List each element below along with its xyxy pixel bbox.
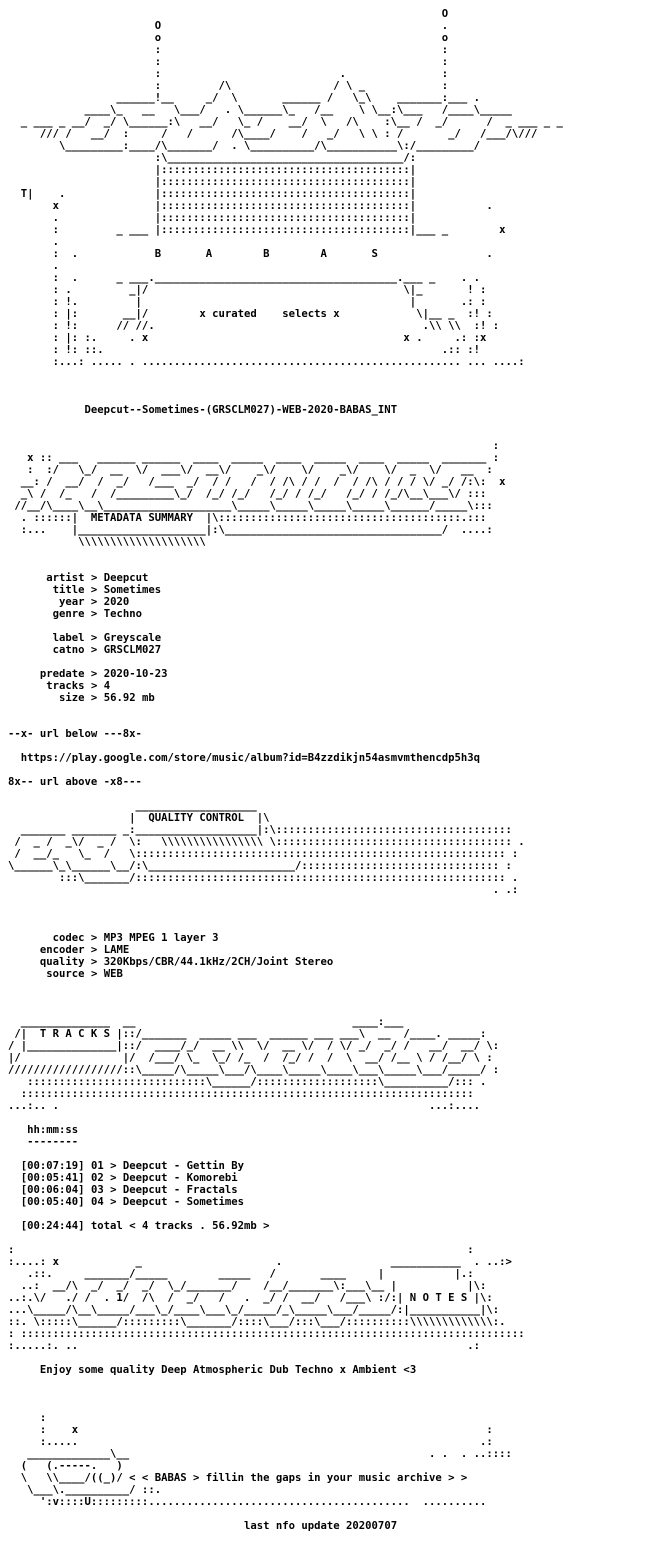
metadata-row-size: size > 56.92 mb <box>59 692 155 704</box>
metadata-row-predate: predate > 2020-10-23 <box>39 668 168 680</box>
metadata-value-artist: Deepcut <box>103 572 149 584</box>
store-url[interactable]: https://play.google.com/store/music/album?id=B4zzdikjn54asmvmthencdp5h3q <box>20 752 480 764</box>
track-time: [00:07:19] <box>20 1160 85 1172</box>
quality-row-encoder: encoder > LAME <box>39 944 130 956</box>
metadata-key: catno <box>52 644 85 656</box>
metadata-value-genre: Techno <box>103 608 142 620</box>
release-name-text: Deepcut--Sometimes-(GRSCLM027)-WEB-2020-BABAS_INT <box>84 404 398 416</box>
metadata-row-genre: genre > Techno <box>52 608 142 620</box>
quality-value-quality: 320Kbps/CBR/44.1kHz/2CH/Joint Stereo <box>103 956 334 968</box>
track-artist: Deepcut <box>122 1172 168 1184</box>
url-line <box>8 752 640 764</box>
quality-ascii-art: ___________________ | QUALITY CONTROL |\ _______ _______ _:___________________|:\::::::::::::::::::::::::::::::::::::: / _ / _\/ _ / \: \\\\\\\\\\\\\\\\ \::::::::::::::::::::::::::::::::::::: . / __/_ \_ / \:::::::::::::::::::::::::::::::::::::::::::::::::::::::::: : \______\_\______\__/:\_______________________/::::::::::::::::::::::::::::::: : :::\_______/:::::::::::::::::::::::::::::::::::::::::::::::::::::::::: . . .: <box>8 800 525 896</box>
url-above-marker <box>8 776 640 788</box>
footer-ascii-art: : : x : :..... .: _____________\__ . . . ..:::: ( (.-----. ) \ \\____/((_)/ < < BABAS > fillin the gaps in your music archive > > \___\.__________/ ::. ':v::::U:::::::::......................................... .......... <box>20 1412 512 1508</box>
track-row: [00:05:40] 04 > Deepcut - Sometimes <box>20 1196 245 1208</box>
track-number: 03 <box>90 1184 104 1196</box>
release-name <box>8 404 640 416</box>
metadata-key: predate <box>39 668 85 680</box>
metadata-row-tracks: tracks > 4 <box>46 680 111 692</box>
metadata-value-title: Sometimes <box>103 584 162 596</box>
track-artist: Deepcut <box>122 1184 168 1196</box>
quality-key: quality <box>39 956 85 968</box>
track-number: 02 <box>90 1172 104 1184</box>
track-row: [00:06:04] 03 > Deepcut - Fractals <box>20 1184 238 1196</box>
metadata-row-label: label > Greyscale <box>52 632 162 644</box>
header-ascii-art: O O . o o : : : : : . : : /\ / \ _ : ______!__ _/ \ ______ / \_\ _______:___ . ____\_ __ \___/ . \______\_ /__ \ \__:\___ /____\_____ _ ___ _ __/ _/ \______:\ __/ \_ / __/ \ /\ :\__ / _/ / _ ___ _ _ /// / __/ : / / /\____/ / _/ \ \ : / _/ /___/\/// \_________:____/\_______/ . \__________/\___________\:/_________/ :\_____________________________________/: |:::::::::::::::::::::::::::::::::::::::| |:::::::::::::::::::::::::::::::::::::::| T| . |:::::::::::::::::::::::::::::::::::::::| x |:::::::::::::::::::::::::::::::::::::::| . . |:::::::::::::::::::::::::::::::::::::::| : _ ___ |:::::::::::::::::::::::::::::::::::::::|___ _ x . : . B A B A S . . : . _ ___.______________________________________.___ _ . . : . _|/ \|_ ! : : !. | | .: : : |: __|/ x curated selects x \|__ _ :! : : !: // //. .\\ \\ :! : : |: :. . x x . .: :x : !: ::. .:: :! :...: ..... . .................................................. ... ....: <box>20 8 563 368</box>
metadata-row-year: year > 2020 <box>59 596 130 608</box>
metadata-value-catno: GRSCLM027 <box>103 644 162 656</box>
quality-row-codec: codec > MP3 MPEG 1 layer 3 <box>52 932 219 944</box>
metadata-value-predate: 2020-10-23 <box>103 668 168 680</box>
notes-text-line <box>8 1364 640 1376</box>
metadata-ascii-art: : x :: ___ ______ ______ ____ _____ ____ _____ ____ _____ _______ : : :/ \_/ __ \/ ___\/ __\/ _\/ \/ _\/ \/ _ \/ __ : __: / __/ / _/ /___ _/ / / / / /\ / / / / /\ / / / \/ _/ /:\: x _\ / /_ / /_________\_/ /_/ /_/ /_/ / /_/ /_/ / /_/\__\___\/ ::: //__/\____\__\____________________\_____\_____\_____\_____\______/_____\::: . ::::::| METADATA SUMMARY |\::::::::::::::::::::::::::::::::::::::.::: :... |____________________|:\__________________________________/ ....: \\\\\\\\\\\\\\\\\\\\ <box>14 440 506 548</box>
last-update-line <box>8 1520 640 1532</box>
track-row: [00:05:41] 02 > Deepcut - Komorebi <box>20 1172 238 1184</box>
metadata-row-catno: catno > GRSCLM027 <box>52 644 162 656</box>
metadata-key: label <box>52 632 85 644</box>
track-artist: Deepcut <box>122 1196 168 1208</box>
metadata-key: tracks <box>46 680 85 692</box>
tracks-total-text: [00:24:44] total < 4 tracks . 56.92mb > <box>20 1220 270 1232</box>
track-title: Gettin By <box>186 1160 245 1172</box>
metadata-key: artist <box>46 572 85 584</box>
quality-key: encoder <box>39 944 85 956</box>
tracks-total <box>8 1220 640 1232</box>
quality-key: source <box>46 968 85 980</box>
last-update-text: last nfo update 20200707 <box>244 1520 398 1532</box>
tracks-ascii-art: ______________ __ ____:___ /| T R A C K S |::/_______ _____ ___ ______ ___ ___\ __ /____. _____: / |______________|::/ ____/_/ __ \\ \/ __ \/ / \/ _/ _/ / __/ __/ \: |/ |/ /___/ \_ \_/ /_ / /_/ / / \ __/ /__ \ / /__/ \ : //////////////////::\_____/\_____\___/\____\_____\____\___\_____\___/_____/ : ::::::::::::::::::::::::::::\______/:::::::::::::::::::\__________/::: . ::::::::::::::::::::::::::::::::::::::::::::::::::::::::::::::::::::::: ...:.. . ...:.... <box>8 1016 500 1112</box>
metadata-value-tracks: 4 <box>103 680 111 692</box>
quality-value-encoder: LAME <box>103 944 130 956</box>
tracks-time-underline <box>8 1136 640 1148</box>
quality-value-codec: MP3 MPEG 1 layer 3 <box>103 932 219 944</box>
quality-row-quality: quality > 320Kbps/CBR/44.1kHz/2CH/Joint Stereo <box>39 956 334 968</box>
metadata-key: size <box>59 692 85 704</box>
track-row: [00:07:19] 01 > Deepcut - Gettin By <box>20 1160 245 1172</box>
metadata-value-size: 56.92 mb <box>103 692 155 704</box>
metadata-value-label: Greyscale <box>103 632 162 644</box>
tracks-time-header-text: hh:mm:ss <box>27 1124 79 1136</box>
url-below-text: --x- url below ---8x- <box>8 728 142 740</box>
metadata-key: genre <box>52 608 85 620</box>
notes-text: Enjoy some quality Deep Atmospheric Dub Techno x Ambient <3 <box>39 1364 417 1376</box>
url-above-text: 8x-- url above -x8--- <box>8 776 142 788</box>
track-time: [00:05:41] <box>20 1172 85 1184</box>
quality-key: codec <box>52 932 85 944</box>
nfo-document <box>8 8 640 1532</box>
tracklist <box>8 1160 640 1208</box>
tracks-time-header <box>8 1124 640 1136</box>
metadata-row-title: title > Sometimes <box>52 584 162 596</box>
track-number: 04 <box>90 1196 104 1208</box>
notes-ascii-art: : : :....: x _ . ___________ . ..:> .::. _______/_____ _____ / ____ | |.: ..: __/\ _/ _/ _/ \_/_______/ /__/_______\:___\__ | |\: ..:.\/ ./ / . 1/ /\ / _/ / . _/ / __/ /___\ :/:| N O T E S |\: ...\_____/\__\_____/___\_/____\___\_/_____/_\_____\___/_____/:|___________|\: ::. \:::::\______/:::::::::\_______/::::\___/:::\___/::::::::::\\\\\\\\\\\\\:. : ::::::::::::::::::::::::::::::::::::::::::::::::::::::::::::::::::::::::::::::: :.....:. .. .: <box>8 1244 525 1352</box>
metadata-value-year: 2020 <box>103 596 130 608</box>
quality-value-source: WEB <box>103 968 123 980</box>
metadata-key: title <box>52 584 85 596</box>
track-number: 01 <box>90 1160 104 1172</box>
track-title: Sometimes <box>186 1196 245 1208</box>
quality-row-source: source > WEB <box>46 968 123 980</box>
track-title: Fractals <box>186 1184 238 1196</box>
track-time: [00:05:40] <box>20 1196 85 1208</box>
tracks-time-underline-text: -------- <box>27 1136 79 1148</box>
track-artist: Deepcut <box>122 1160 168 1172</box>
metadata-key: year <box>59 596 85 608</box>
url-below-marker <box>8 728 640 740</box>
track-time: [00:06:04] <box>20 1184 85 1196</box>
metadata-row-artist: artist > Deepcut <box>46 572 149 584</box>
track-title: Komorebi <box>186 1172 238 1184</box>
